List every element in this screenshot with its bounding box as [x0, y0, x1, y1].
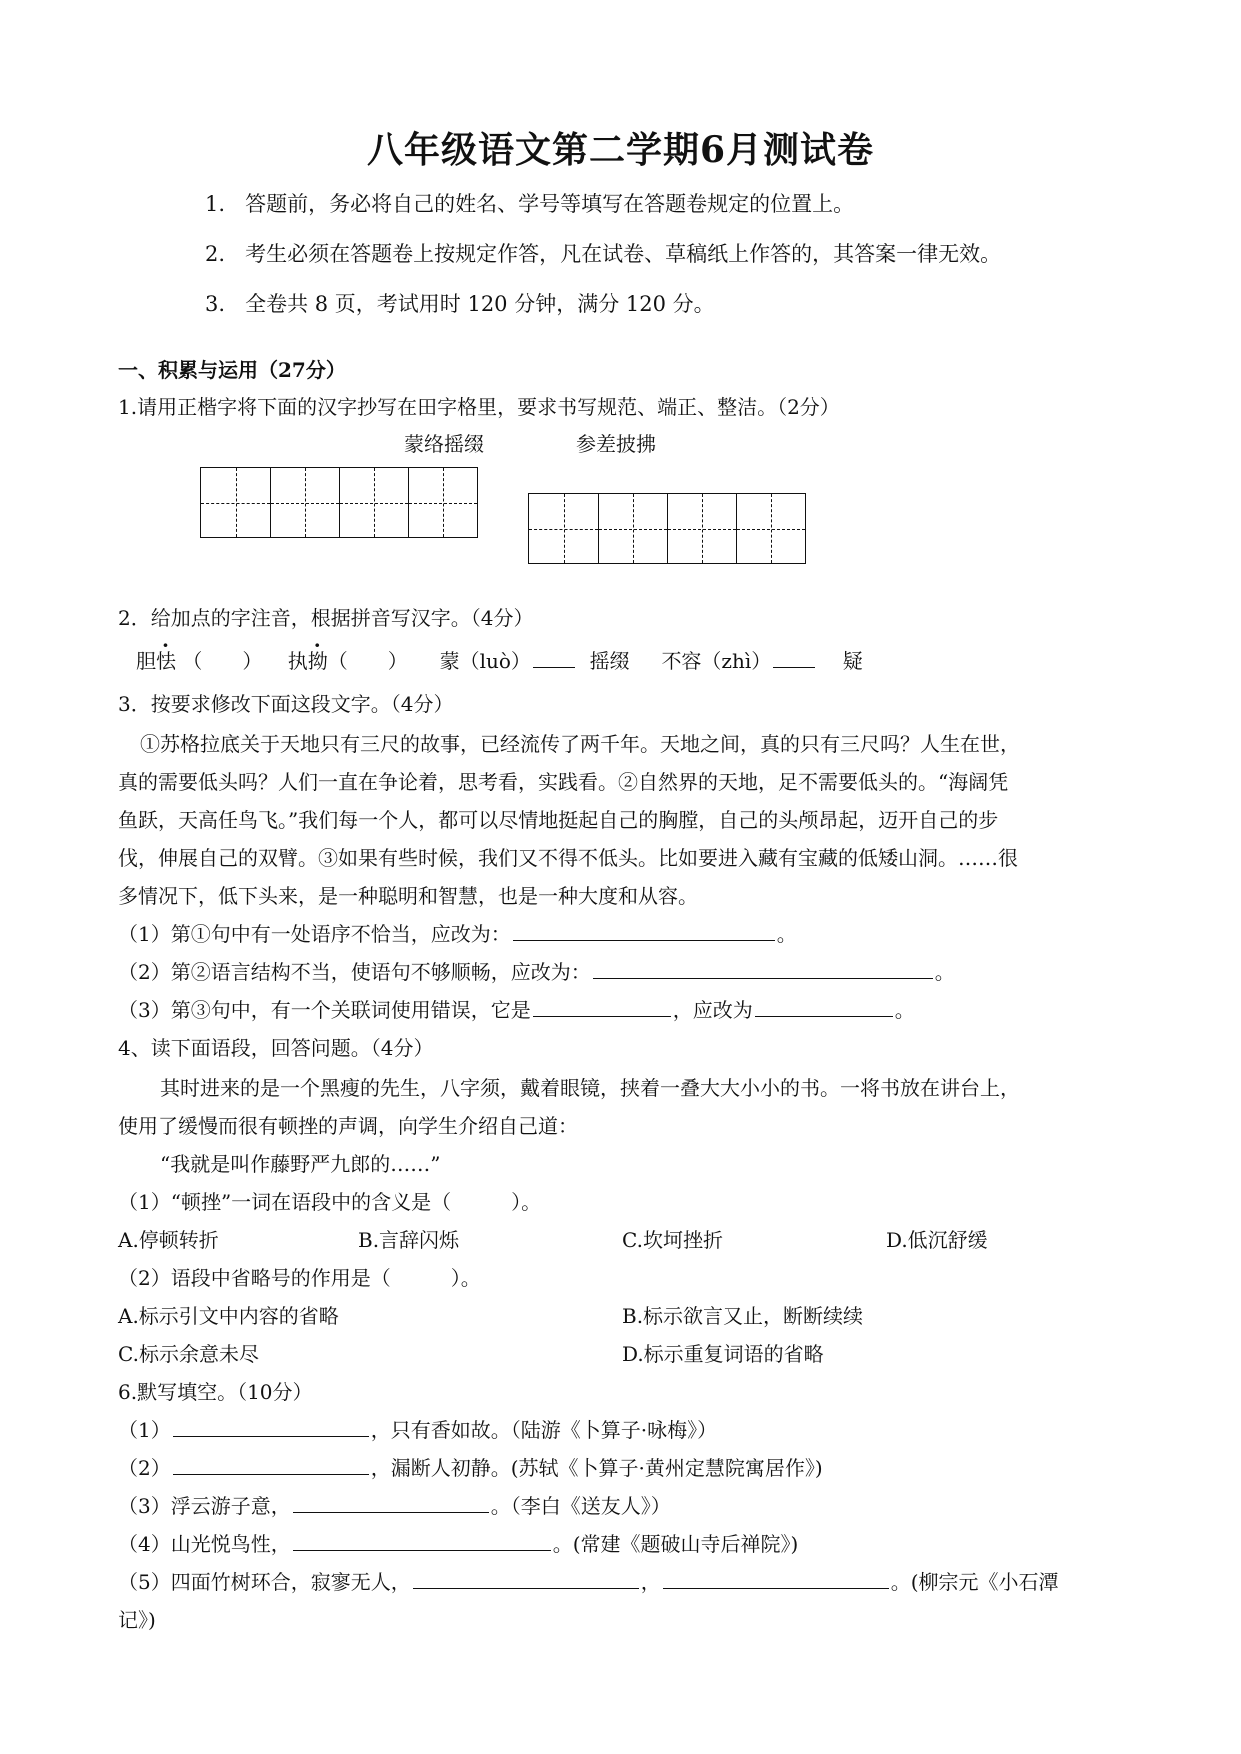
- punctuation: 。: [776, 922, 797, 946]
- q3-paragraph-line: 鱼跃，天高任鸟飞。”我们每一个人，都可以尽情地挺起自己的胸膛，自己的头颅昂起，迈开自己的步: [118, 808, 999, 832]
- q6-item-post: 。(常建《题破山寺后禅院》): [552, 1532, 799, 1556]
- instruction-text: 考生必须在答题卷上按规定作答，凡在试卷、草稿纸上作答的，其答案一律无效。: [245, 242, 1002, 266]
- q2-blank[interactable]: [773, 649, 815, 668]
- punctuation: 。: [934, 960, 955, 984]
- answer-blank[interactable]: [533, 998, 671, 1017]
- option-a[interactable]: A.停顿转折: [118, 1228, 219, 1252]
- q3-paragraph-line: 伐，伸展自己的双臂。③如果有些时候，我们又不得不低头。比如要进入藏有宝藏的低矮山洞。……很: [118, 846, 1018, 870]
- tianzige-cell[interactable]: [598, 494, 667, 563]
- q6-prompt: 6.默写填空。（10分）: [118, 1380, 313, 1404]
- q6-item-1: [118, 1414, 717, 1443]
- answer-blank[interactable]: [663, 1570, 889, 1589]
- section-heading: 一、积累与运用（27分）: [118, 358, 346, 382]
- q6-item-3: [118, 1490, 671, 1519]
- q6-item-post: 。(柳宗元《小石潭: [890, 1570, 1059, 1594]
- q3-paragraph-line: 多情况下，低下头来，是一种聪明和智慧，也是一种大度和从容。: [118, 884, 698, 908]
- page-title: 八年级语文第二学期6月测试卷: [366, 129, 875, 171]
- instruction-3: [205, 288, 715, 318]
- option-b[interactable]: B.言辞闪烁: [358, 1228, 460, 1252]
- q2-prompt: 2．给加点的字注音，根据拼音写汉字。（4分）: [118, 606, 534, 630]
- answer-blank[interactable]: [173, 1418, 369, 1437]
- option-d[interactable]: D.标示重复词语的省略: [622, 1342, 824, 1366]
- q2-pinyin-item: 不容（zhì）: [661, 649, 772, 673]
- q4-prompt: 4、读下面语段，回答问题。（4分）: [118, 1036, 434, 1060]
- q2-word: 摇缀: [589, 649, 630, 673]
- punctuation: ，: [640, 1570, 661, 1594]
- instruction-number: 3.: [205, 292, 226, 316]
- answer-blank[interactable]: [513, 922, 775, 941]
- q1-word-a: 蒙络摇缀: [404, 432, 484, 456]
- instruction-1: [205, 188, 854, 218]
- q6-item-pre: （3）浮云游子意，: [118, 1494, 291, 1518]
- q3-sub-text: ，应改为: [672, 998, 753, 1022]
- answer-blank[interactable]: [593, 960, 933, 979]
- q2-items: [136, 645, 863, 674]
- q3-sub3: [118, 994, 915, 1023]
- q2-answer-paren[interactable]: （ ）: [182, 649, 263, 673]
- answer-blank[interactable]: [293, 1494, 489, 1513]
- q2-dotted-char: 拗: [307, 649, 328, 673]
- q2-answer-paren[interactable]: （ ）: [327, 649, 408, 673]
- q2-char: 胆: [136, 649, 156, 673]
- option-c[interactable]: C.坎坷挫折: [622, 1228, 723, 1252]
- q6-item-pre: （5）四面竹树环合，寂寥无人，: [118, 1570, 411, 1594]
- q1-word-b: 参差披拂: [576, 432, 656, 456]
- answer-blank[interactable]: [755, 998, 893, 1017]
- q3-sub-text: （2）第②语言结构不当，使语句不够顺畅，应改为：: [118, 960, 591, 984]
- tianzige-grid-a[interactable]: [200, 467, 478, 538]
- answer-blank[interactable]: [173, 1456, 369, 1475]
- option-c[interactable]: C.标示余意未尽: [118, 1342, 259, 1366]
- q3-prompt: 3．按要求修改下面这段文字。（4分）: [118, 692, 454, 716]
- q6-item-post: ，只有香如故。（陆游《卜算子·咏梅》）: [370, 1418, 718, 1442]
- tianzige-grid-b[interactable]: [528, 493, 806, 564]
- option-d[interactable]: D.低沉舒缓: [886, 1228, 988, 1252]
- q4-sub1: （1）“顿挫”一词在语段中的含义是（ ）。: [118, 1190, 542, 1214]
- q4-paragraph-line: 其时进来的是一个黑瘦的先生，八字须，戴着眼镜，挟着一叠大大小小的书。一将书放在讲台上，: [160, 1076, 1020, 1100]
- q3-sub2: [118, 956, 955, 985]
- q6-item-4: [118, 1528, 798, 1557]
- q2-blank[interactable]: [533, 649, 575, 668]
- q2-pinyin-item: 蒙（luò）: [439, 649, 531, 673]
- q3-sub-text: （3）第③句中，有一个关联词使用错误，它是: [118, 998, 531, 1022]
- q2-dotted-char: 怯: [156, 649, 176, 673]
- q6-item-pre: （2）: [118, 1456, 171, 1480]
- q6-item-5-continuation: 记》): [118, 1608, 156, 1632]
- answer-blank[interactable]: [413, 1570, 639, 1589]
- tianzige-cell[interactable]: [270, 468, 339, 537]
- q3-sub-text: （1）第①句中有一处语序不恰当，应改为：: [118, 922, 511, 946]
- q6-item-post: 。（李白《送友人》）: [490, 1494, 671, 1518]
- q6-item-pre: （1）: [118, 1418, 171, 1442]
- q6-item-2: [118, 1452, 823, 1481]
- instruction-number: 1.: [205, 192, 226, 216]
- tianzige-cell[interactable]: [201, 468, 270, 537]
- tianzige-cell[interactable]: [339, 468, 408, 537]
- q6-item-pre: （4）山光悦鸟性，: [118, 1532, 291, 1556]
- option-b[interactable]: B.标示欲言又止，断断续续: [622, 1304, 864, 1328]
- q3-paragraph-line: ①苏格拉底关于天地只有三尺的故事，已经流传了两千年。天地之间，真的只有三尺吗？人生在世，: [140, 732, 1020, 756]
- tianzige-cell[interactable]: [736, 494, 805, 563]
- answer-blank[interactable]: [293, 1532, 551, 1551]
- tianzige-cell[interactable]: [529, 494, 598, 563]
- q1-prompt: 1.请用正楷字将下面的汉字抄写在田字格里，要求书写规范、端正、整洁。（2分）: [118, 395, 840, 419]
- tianzige-cell[interactable]: [667, 494, 736, 563]
- option-a[interactable]: A.标示引文中内容的省略: [118, 1304, 339, 1328]
- q2-char: 执: [287, 649, 308, 673]
- q4-quote: “我就是叫作藤野严九郎的……”: [160, 1152, 441, 1176]
- instruction-text: 全卷共 8 页，考试用时 120 分钟，满分 120 分。: [245, 292, 715, 316]
- instruction-text: 答题前，务必将自己的姓名、学号等填写在答题卷规定的位置上。: [245, 192, 855, 216]
- tianzige-cell[interactable]: [408, 468, 477, 537]
- q3-paragraph-line: 真的需要低头吗？人们一直在争论着，思考看，实践看。②自然界的天地，足不需要低头的。“海阔凭: [118, 770, 1009, 794]
- q2-word: 疑: [842, 649, 863, 673]
- q3-sub1: [118, 918, 797, 947]
- instruction-2: [205, 238, 1001, 268]
- instruction-number: 2.: [205, 242, 226, 266]
- q6-item-5: [118, 1566, 1059, 1595]
- punctuation: 。: [894, 998, 915, 1022]
- q4-sub2: （2）语段中省略号的作用是（ ）。: [118, 1266, 481, 1290]
- q6-item-post: ，漏断人初静。(苏轼《卜算子·黄州定慧院寓居作》): [370, 1456, 823, 1480]
- q4-paragraph-line: 使用了缓慢而很有顿挫的声调，向学生介绍自己道：: [118, 1114, 578, 1138]
